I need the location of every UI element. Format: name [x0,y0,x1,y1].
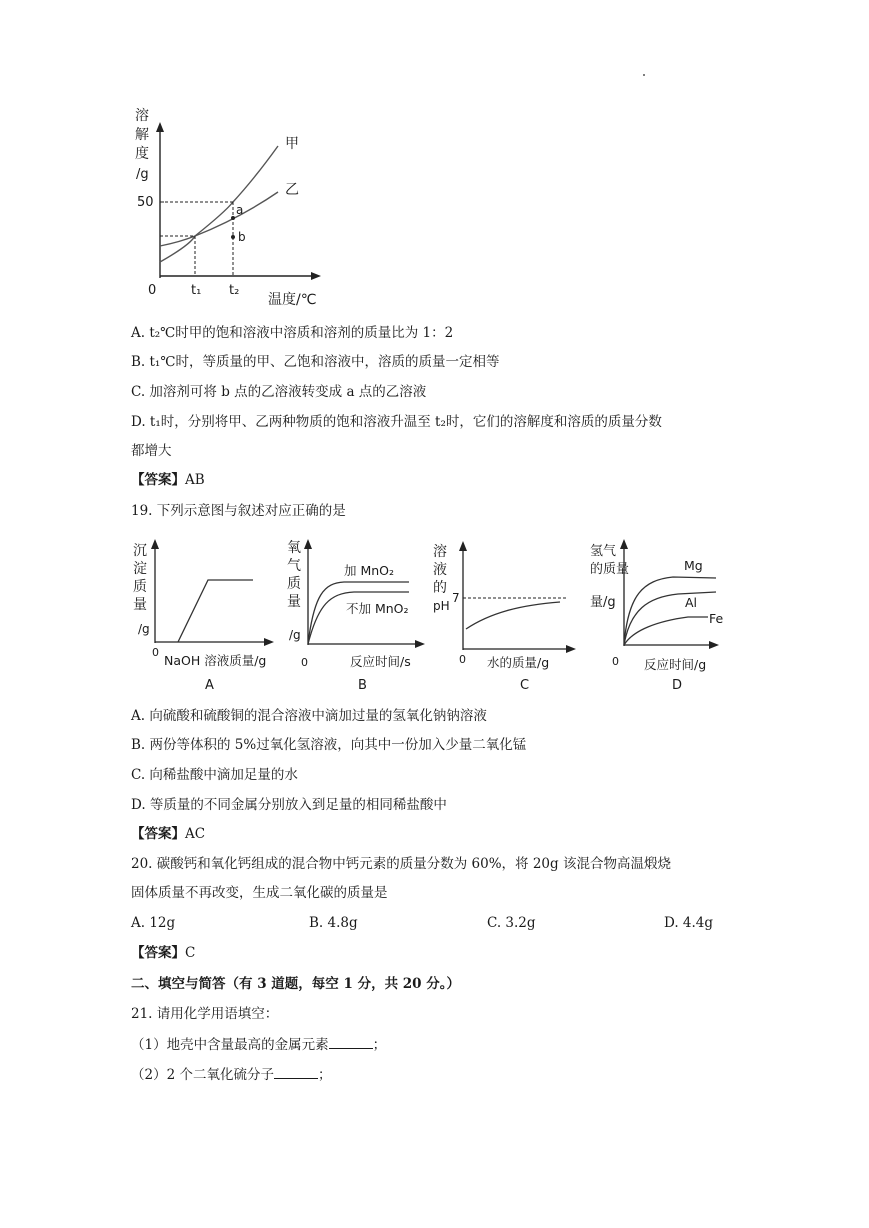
q20-stem-line1: 20. 碳酸钙和氧化钙组成的混合物中钙元素的质量分数为 60%，将 20g 该混合物高温煅烧 [131,856,671,872]
curve-al [624,592,716,645]
ylabel-d-2: 的质量 [590,562,630,577]
label-al: Al [685,595,698,610]
ylabel-d-1: 氢气 [590,544,617,559]
ylabel-char-4: /g [136,167,149,182]
curve-b-without-mno2 [308,592,409,644]
q21-part1-text: （1）地壳中含量最高的金属元素 [131,1037,329,1053]
curve-b-label-2: 不加 MnO₂ [346,601,409,616]
curve-yi-label: 乙 [285,182,299,198]
point-a-label: a [236,203,244,217]
q20-stem-line2: 固体质量不再改变，生成二氧化碳的质量是 [131,885,388,901]
label-fe: Fe [709,611,724,626]
ylabel-d-3: 量/g [590,595,616,610]
q20-option-a: A. 12g [131,915,176,931]
q19-figure-c [430,535,590,695]
caption-a: A [205,678,214,693]
y-axis-arrow [156,122,164,132]
q20-answer [131,944,195,962]
answer-value: AC [185,826,206,842]
q20-option-d: D. 4.4g [664,915,714,931]
ylabel-char-2: 解 [135,127,149,143]
point-b-label: b [238,230,246,244]
q19-figure-b [284,535,434,695]
curve-jia-label: 甲 [285,136,299,152]
x-axis-label: 温度/℃ [268,292,317,308]
ylabel-char-1: 溶 [135,108,149,124]
curve-yi [160,192,278,246]
y-arrow-d [620,539,628,549]
q19-option-c: C. 向稀盐酸中滴加足量的水 [131,767,298,783]
y-arrow-b [304,539,312,549]
xlabel-d: 反应时间/g [644,657,707,672]
q18-option-c: C. 加溶剂可将 b 点的乙溶液转变成 a 点的乙溶液 [131,384,427,400]
q21-part2 [131,1065,331,1084]
q21-part1 [131,1035,386,1054]
t1-label: t₁ [191,283,202,298]
q19-option-d: D. 等质量的不同金属分别放入到足量的相同稀盐酸中 [131,797,447,813]
q18-option-d-line1: D. t₁时，分别将甲、乙两种物质的饱和溶液升温至 t₂时，它们的溶解度和溶质的质量分数 [131,414,662,430]
answer-tag: 【答案】 [131,945,185,961]
q21-stem: 21. 请用化学用语填空： [131,1006,279,1022]
q19-figure-a [128,535,288,695]
q21-part2-end: ； [317,1067,332,1083]
answer-value: C [185,945,196,961]
xlabel-b: 反应时间/s [350,654,411,669]
y-arrow-a [151,539,159,549]
curve-c [466,602,560,629]
q20-option-b: B. 4.8g [309,915,358,931]
y-tick-50: 50 [137,195,154,210]
solubility-graph [130,100,340,310]
label-mg: Mg [684,558,703,573]
curve-b-label-1: 加 MnO₂ [344,563,395,578]
x-axis-arrow [311,272,321,280]
answer-blank[interactable] [329,1035,373,1049]
caption-c: C [520,678,530,693]
ylabel-a-3: 质 [133,579,147,595]
ylabel-c-4: pH [433,599,450,613]
xlabel-a: NaOH 溶液质量/g [164,653,267,668]
ylabel-b-1: 氧 [287,540,301,556]
t2-label: t₂ [229,283,240,298]
q18-option-d-line2: 都增大 [131,443,172,459]
answer-tag: 【答案】 [131,472,185,488]
ylabel-b-3: 质 [287,576,301,592]
ylabel-c-3: 的 [433,580,447,596]
tick-7: 7 [452,591,460,605]
q18-option-a: A. t₂℃时甲的饱和溶液中溶质和溶剂的质量比为 1：2 [131,325,454,341]
x-arrow-d [709,641,719,649]
ylabel-a-1: 沉 [133,543,147,559]
origin-c: 0 [459,653,466,666]
ylabel-b-2: 气 [287,558,301,574]
curve-fe [624,617,708,645]
ylabel-c-1: 溶 [433,544,447,560]
point-a [231,216,235,220]
ylabel-c-2: 液 [433,562,447,578]
answer-tag: 【答案】 [131,826,185,842]
ylabel-b-4: 量 [287,594,301,610]
origin: 0 [148,283,157,298]
answer-value: AB [185,472,205,488]
q19-figure-d [588,535,738,695]
q19-answer [131,825,205,843]
ylabel-char-3: 度 [135,146,149,162]
q21-part1-end: ； [372,1037,387,1053]
ylabel-b-5: /g [289,628,301,642]
q18-option-b: B. t₁℃时，等质量的甲、乙饱和溶液中，溶质的质量一定相等 [131,354,500,370]
origin-a: 0 [152,646,159,659]
origin-b: 0 [301,656,308,669]
ylabel-a-4: 量 [133,597,147,613]
section2-title: 二、填空与简答（有 3 道题，每空 1 分，共 20 分。） [131,976,461,992]
ylabel-a-2: 淀 [133,561,147,577]
x-arrow-c [566,645,576,653]
q19-option-b: B. 两份等体积的 5%过氧化氢溶液，向其中一份加入少量二氧化锰 [131,737,527,753]
x-arrow-a [264,638,274,646]
origin-d: 0 [612,655,619,668]
x-arrow-b [415,640,425,648]
caption-d: D [672,678,683,693]
q18-answer [131,471,205,489]
answer-blank[interactable] [274,1065,318,1079]
q19-option-a: A. 向硫酸和硫酸铜的混合溶液中滴加过量的氢氧化钠钠溶液 [131,708,487,724]
q21-part2-text: （2）2 个二氧化硫分子 [131,1067,274,1083]
ylabel-a-5: /g [138,622,150,636]
caption-b: B [358,678,367,693]
q19-stem: 19. 下列示意图与叙述对应正确的是 [131,503,346,519]
q20-option-c: C. 3.2g [487,915,536,931]
speck [643,74,645,76]
point-b [231,235,235,239]
xlabel-c: 水的质量/g [487,655,550,670]
y-arrow-c [459,541,467,551]
line-a [178,580,253,642]
